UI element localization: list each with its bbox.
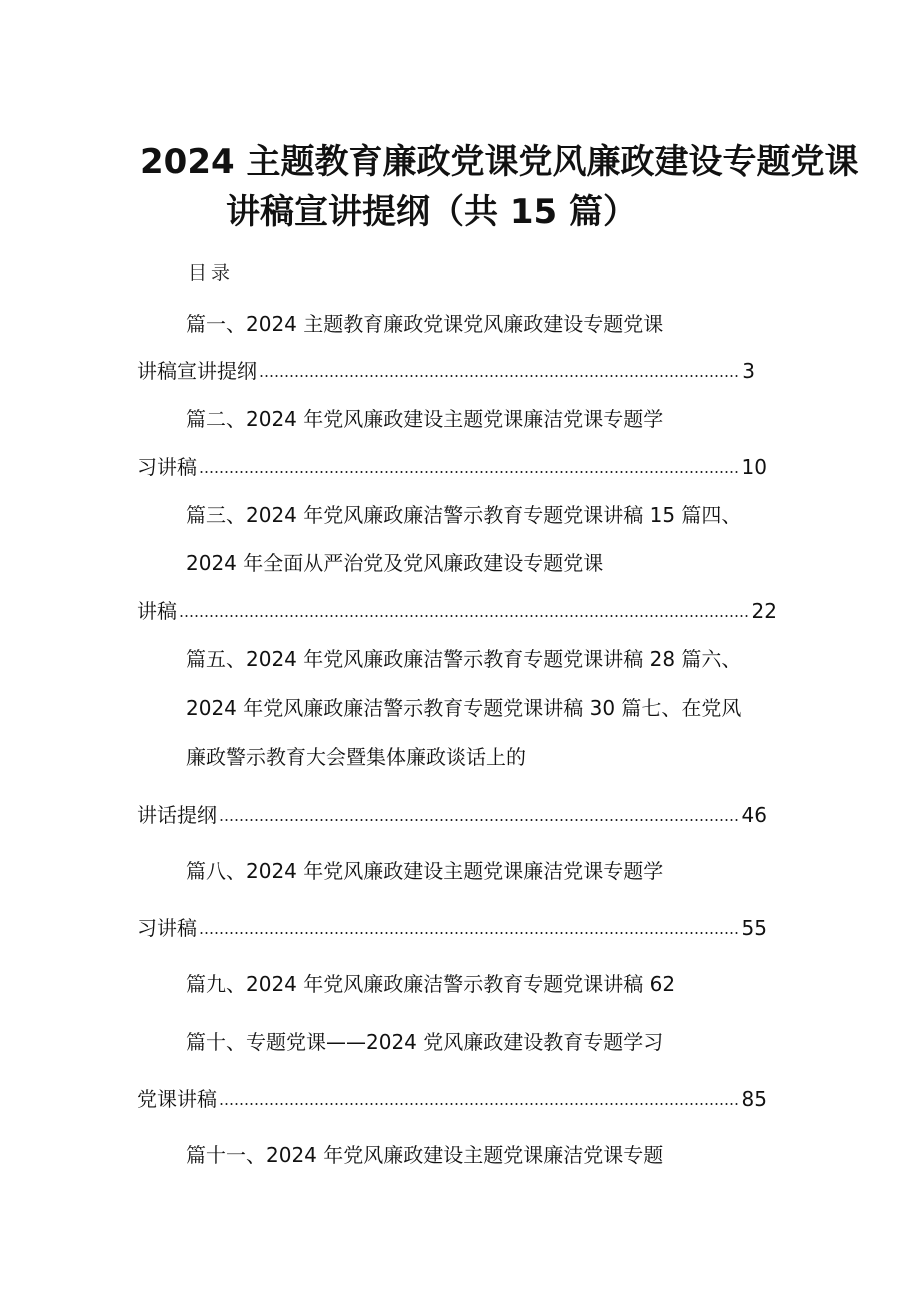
toc-entry-text: 习讲稿 [137,916,197,940]
toc-leader-dots [259,373,740,379]
toc-line: 篇五、2024 年党风廉政廉洁警示教育专题党课讲稿 28 篇六、 [186,647,742,671]
toc-line: 篇一、2024 主题教育廉政党课党风廉政建设专题党课 [186,312,664,336]
document-title-line-1: 2024 主题教育廉政党课党风廉政建设专题党课 [140,142,859,182]
toc-page-number: 85 [741,1087,767,1111]
toc-page-number: 3 [742,359,755,383]
toc-line: 2024 年党风廉政廉洁警示教育专题党课讲稿 30 篇七、在党风 [186,696,742,720]
toc-entry [137,453,767,481]
toc-line: 廉政警示教育大会暨集体廉政谈话上的 [186,745,526,769]
toc-entry [137,801,767,829]
toc-entry [137,357,755,385]
toc-page-number: 55 [741,916,767,940]
toc-leader-dots [199,930,740,936]
toc-line: 篇九、2024 年党风廉政廉洁警示教育专题党课讲稿 62 [186,972,676,996]
toc-entry [137,597,777,625]
toc-page-number: 10 [741,455,767,479]
toc-entry-text: 党课讲稿 [137,1087,217,1111]
toc-line: 篇二、2024 年党风廉政建设主题党课廉洁党课专题学 [186,407,664,431]
toc-line: 篇十一、2024 年党风廉政建设主题党课廉洁党课专题 [186,1143,664,1167]
toc-entry [137,914,767,942]
toc-entry-text: 讲话提纲 [137,803,217,827]
toc-page-number: 46 [741,803,767,827]
toc-leader-dots [219,817,740,823]
document-title-line-2: 讲稿宣讲提纲（共 15 篇） [226,192,637,232]
toc-entry-text: 讲稿宣讲提纲 [137,359,257,383]
toc-entry-text: 讲稿 [137,599,177,623]
toc-line: 篇三、2024 年党风廉政廉洁警示教育专题党课讲稿 15 篇四、 [186,503,742,527]
toc-heading: 目录 [188,262,235,284]
toc-leader-dots [179,613,750,619]
toc-line: 2024 年全面从严治党及党风廉政建设专题党课 [186,551,604,575]
toc-leader-dots [219,1101,740,1107]
toc-entry-text: 习讲稿 [137,455,197,479]
toc-line: 篇八、2024 年党风廉政建设主题党课廉洁党课专题学 [186,859,664,883]
toc-line: 篇十、专题党课——2024 党风廉政建设教育专题学习 [186,1030,664,1054]
toc-entry [137,1085,767,1113]
toc-leader-dots [199,469,740,475]
toc-page-number: 22 [751,599,777,623]
